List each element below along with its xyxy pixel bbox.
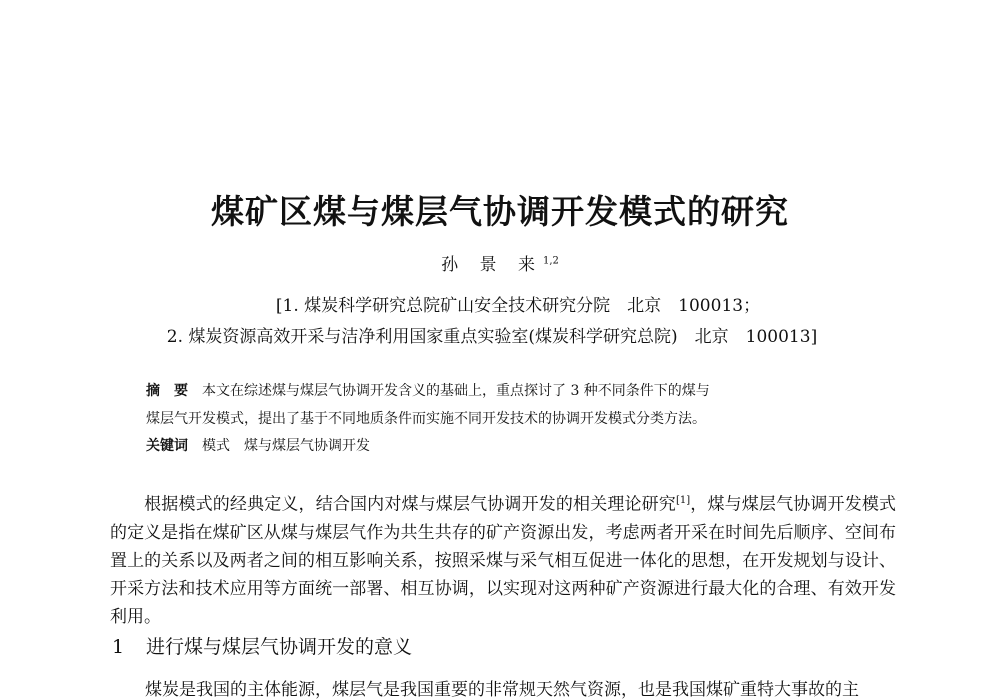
affiliation-line-2: 2. 煤炭资源高效开采与洁净利用国家重点实验室(煤炭科学研究总院) 北京 100013] (166, 327, 818, 347)
affiliation-line-1: [1. 煤炭科学研究总院矿山安全技术研究分院 北京 100013； (275, 296, 761, 316)
citation-marker: [1] (675, 495, 691, 506)
section-number: 1 (112, 636, 125, 658)
section-heading (112, 632, 412, 659)
keywords-text: 模式 煤与煤层气协调开发 (202, 438, 370, 454)
body-text-part-1: 根据模式的经典定义，结合国内对煤与煤层气协调开发的相关理论研究 (144, 494, 676, 515)
keywords-label: 关键词 (146, 438, 188, 454)
keywords-line (146, 432, 866, 460)
section-title: 进行煤与煤层气协调开发的意义 (146, 636, 413, 658)
author-name: 孙 景 来 (441, 255, 543, 275)
author-superscript: 1,2 (542, 255, 559, 267)
abstract-text-1: 本文在综述煤与煤层气协调开发含义的基础上，重点探讨了 3 种不同条件下的煤与 (202, 383, 710, 399)
paper-title: 煤矿区煤与煤层气协调开发模式的研究 (211, 192, 789, 231)
author-line (0, 250, 1000, 275)
abstract-label: 摘 要 (146, 383, 188, 399)
abstract-line-2: 煤层气开发模式，提出了基于不同地质条件而实施不同开发技术的协调开发模式分类方法。 (146, 411, 706, 427)
body-text-part-2: ，煤与煤层气协调开发模式的定义是指在煤矿区从煤与煤层气作为共生共存的矿产资源出发，考虑两者开采在时间先后顺序、空间布置上的关系以及两者之间的相互影响关系，按照采煤与采气相互促进一体化的思想，在开发规划与设计、开采方法和技术应用等方面统一部署、相互协调，以实现对这两种矿产资源进行最大化的合理、有效开发利用。 (110, 494, 897, 627)
cut-off-line: 煤炭是我国的主体能源，煤层气是我国重要的非常规天然气资源，也是我国煤矿重特大事故的主 (145, 680, 859, 700)
body-paragraph (110, 487, 896, 631)
abstract-line-1 (146, 377, 866, 405)
